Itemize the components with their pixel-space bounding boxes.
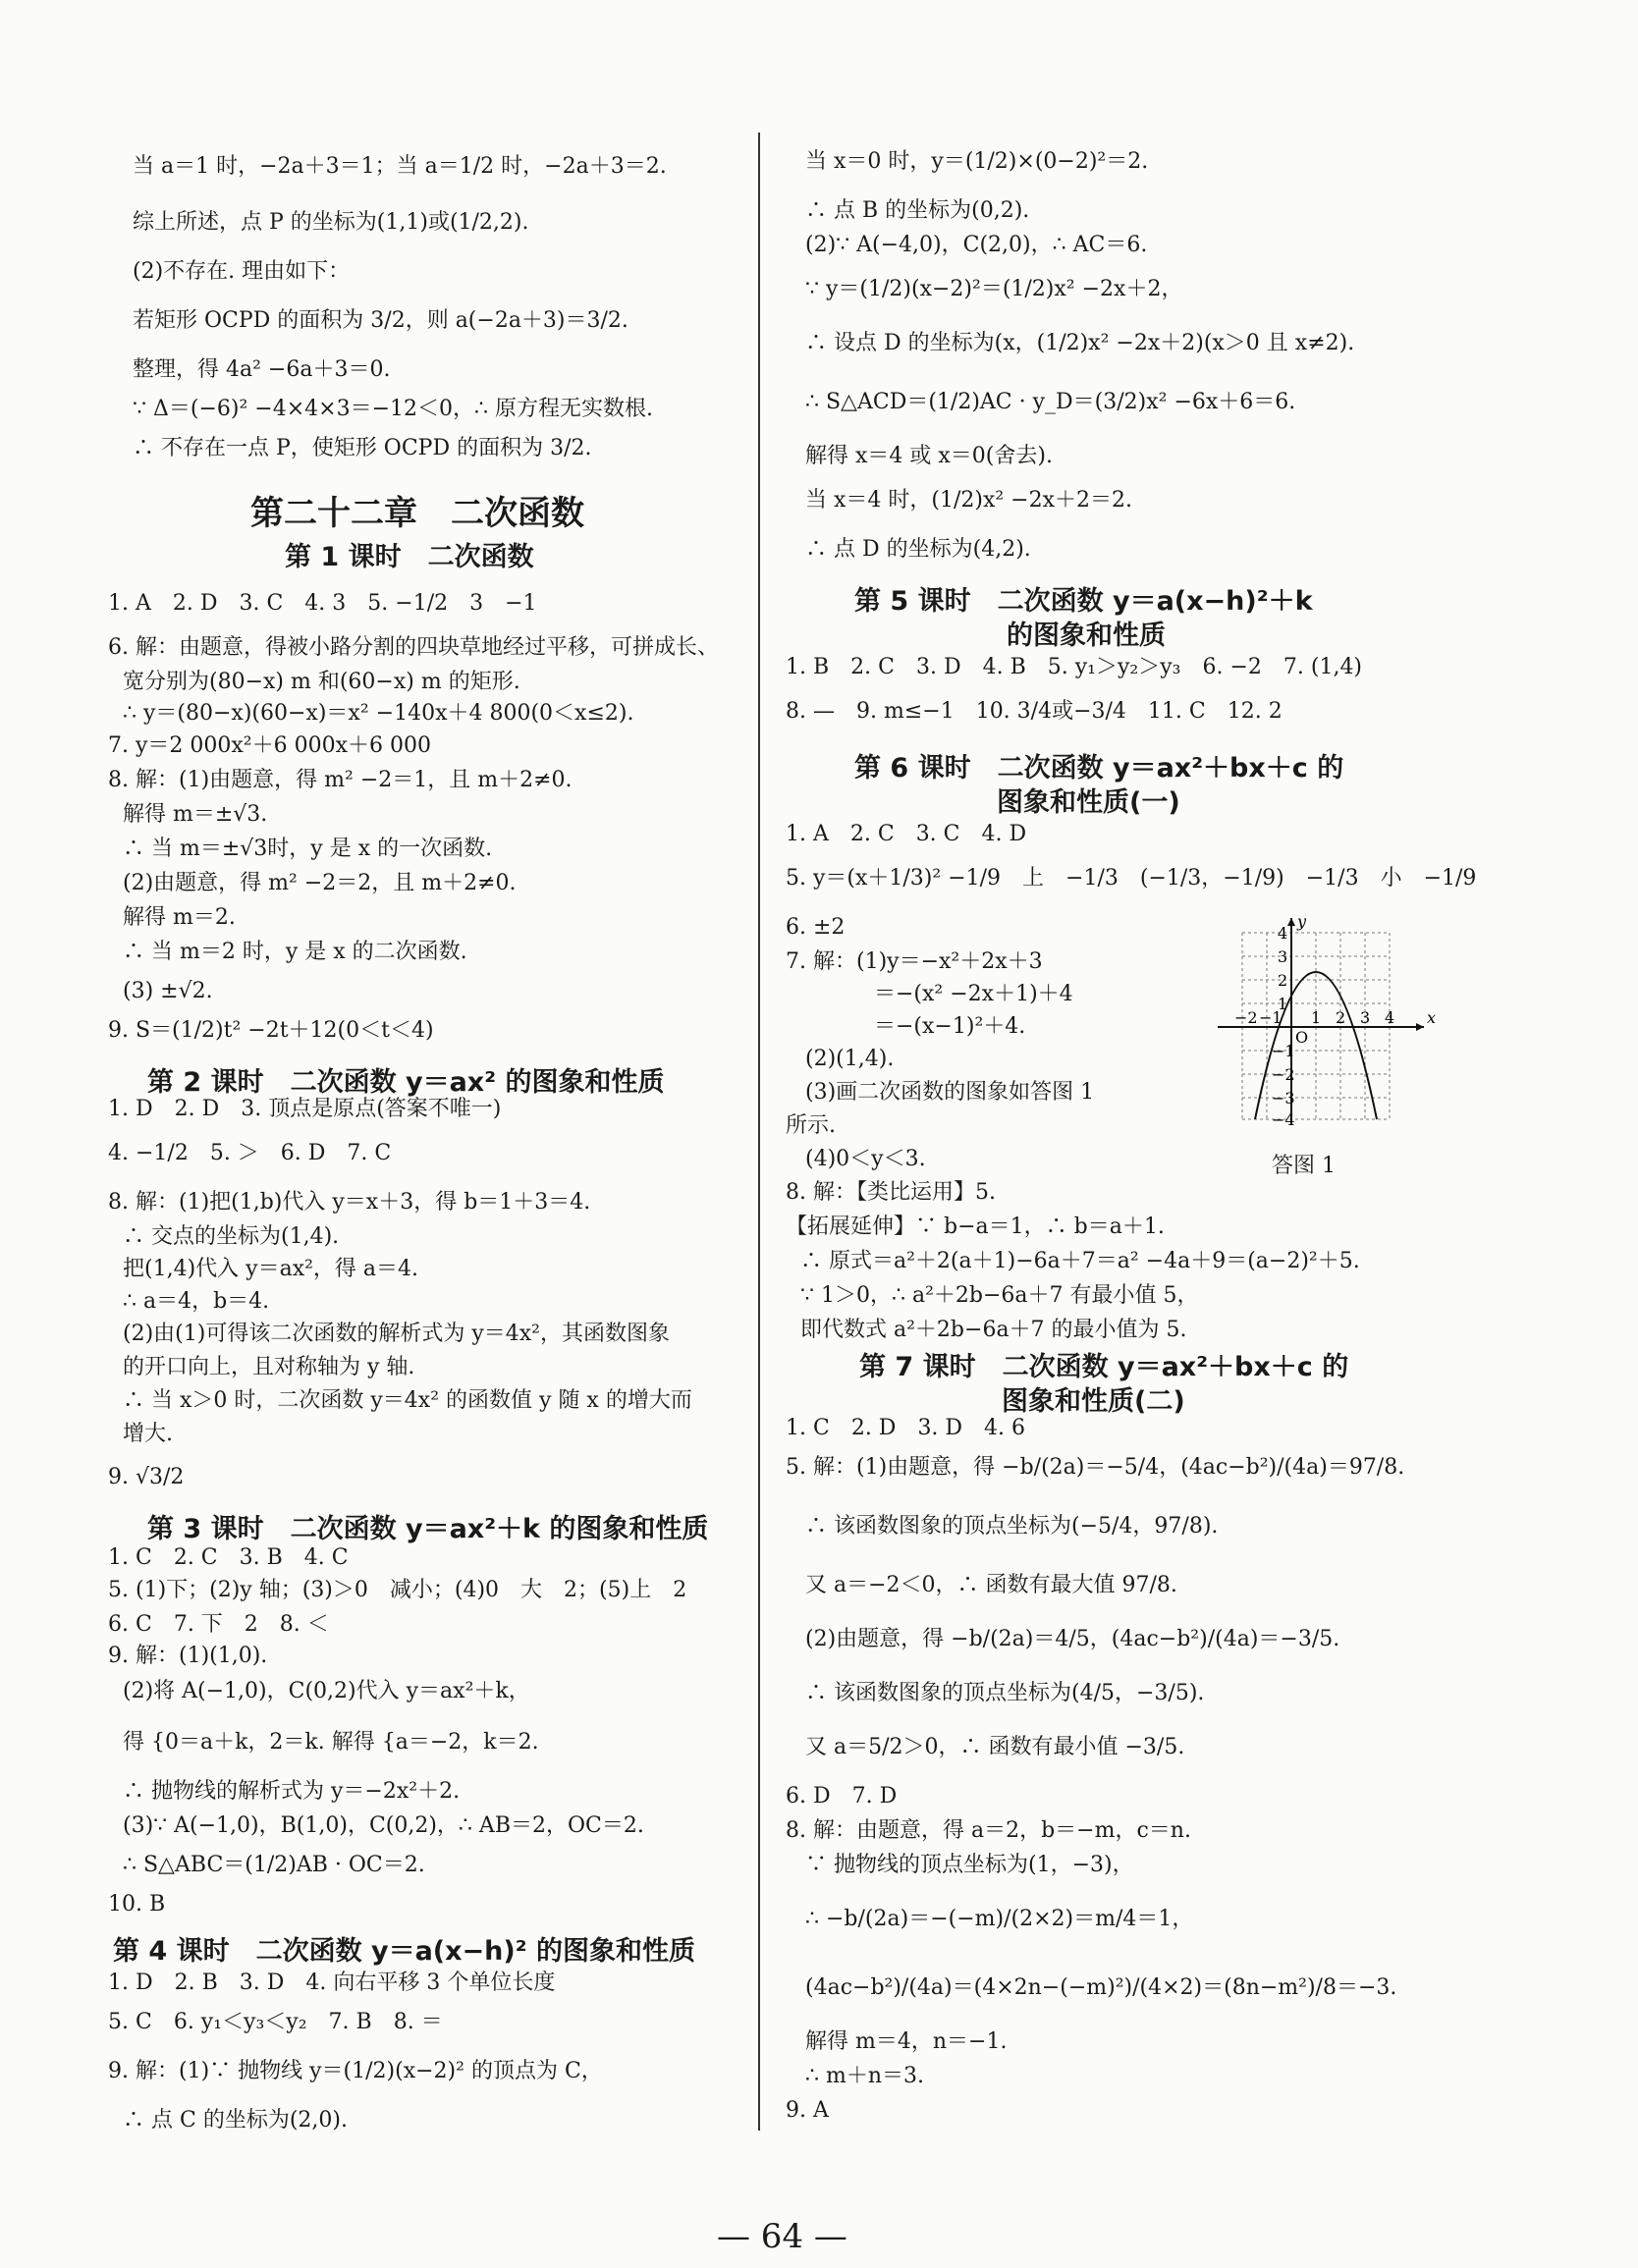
y-tick-label: 2	[1278, 971, 1288, 990]
text-line: ∴ 抛物线的解析式为 y＝−2x²＋2.	[123, 1779, 461, 1804]
text-line: 宽分别为(80−x) m 和(60−x) m 的矩形.	[123, 670, 520, 694]
text-line: 解得 m＝±√3.	[123, 802, 268, 827]
y-tick-label: 4	[1278, 924, 1288, 943]
column-divider	[758, 133, 760, 2131]
section-heading: 第 3 课时 二次函数 y＝ax²＋k 的图象和性质	[147, 1514, 709, 1544]
figure-caption: 答图 1	[1272, 1154, 1336, 1178]
text-line: 5. C 6. y₁＜y₃＜y₂ 7. B 8. ＝	[108, 2010, 443, 2034]
text-line: 9. √3/2	[108, 1465, 185, 1489]
x-axis-arrow-icon	[1416, 1023, 1424, 1031]
section-heading: 的图象和性质	[1007, 621, 1166, 651]
x-tick-label: 3	[1360, 1008, 1371, 1027]
text-line: ∵ Δ＝(−6)² −4×4×3＝−12＜0，∴ 原方程无实数根.	[133, 397, 653, 421]
section-heading: 第 1 课时 二次函数	[285, 542, 534, 572]
text-line: 得 {0＝a＋k，2＝k. 解得 {a＝−2，k＝2.	[123, 1730, 539, 1755]
text-line: 9. 解：(1)∵ 抛物线 y＝(1/2)(x−2)² 的顶点为 C，	[108, 2059, 603, 2083]
text-line: 1. C 2. D 3. D 4. 6	[786, 1416, 1026, 1440]
text-line: 9. 解：(1)(1,0).	[108, 1644, 268, 1668]
x-axis-label: x	[1427, 1008, 1437, 1027]
text-line: ∴ 点 C 的坐标为(2,0).	[123, 2108, 348, 2133]
text-line: (3)画二次函数的图象如答图 1	[805, 1080, 1095, 1105]
text-line: 1. B 2. C 3. D 4. B 5. y₁＞y₂＞y₃ 6. −2 7. (1,4)	[786, 655, 1363, 679]
y-axis-label: y	[1297, 913, 1307, 931]
y-axis-arrow-icon	[1287, 918, 1295, 926]
text-line: ∴ 点 B 的坐标为(0,2).	[805, 198, 1030, 223]
y-tick-label: −2	[1272, 1065, 1295, 1084]
text-line: ∴ S△ACD＝(1/2)AC · y_D＝(3/2)x² −6x＋6＝6.	[805, 390, 1296, 414]
x-tick-label: −1	[1259, 1008, 1283, 1027]
text-line: 5. 解：(1)由题意，得 −b/(2a)＝−5/4，(4ac−b²)/(4a)＝97/8.	[786, 1455, 1405, 1480]
text-line: (4)0＜y＜3.	[805, 1147, 926, 1171]
text-line: 所示.	[786, 1113, 836, 1138]
x-tick-label: 2	[1336, 1008, 1346, 1027]
y-tick-label: −3	[1272, 1089, 1295, 1107]
text-line: 当 x＝0 时，y＝(1/2)×(0−2)²＝2.	[805, 149, 1149, 174]
text-line: 解得 m＝2.	[123, 905, 236, 930]
text-line: ∵ 抛物线的顶点坐标为(1，−3)，	[805, 1853, 1134, 1877]
section-heading: 第 6 课时 二次函数 y＝ax²＋bx＋c 的	[854, 753, 1344, 783]
text-line: 【拓展延伸】∵ b−a＝1，∴ b＝a＋1.	[786, 1215, 1165, 1239]
text-line: (3)∵ A(−1,0)，B(1,0)，C(0,2)，∴ AB＝2，OC＝2.	[123, 1813, 644, 1838]
text-line: 综上所述，点 P 的坐标为(1,1)或(1/2,2).	[133, 210, 529, 235]
text-line: 9. A	[786, 2098, 829, 2123]
section-heading: 第 4 课时 二次函数 y＝a(x−h)² 的图象和性质	[113, 1936, 695, 1967]
text-line: 6. D 7. D	[786, 1784, 898, 1809]
text-line: 5. y＝(x＋1/3)² −1/9 上 −1/3 (−1/3，−1/9) −1/3 小 −1/9	[786, 866, 1477, 891]
text-line: ∴ 交点的坐标为(1,4).	[123, 1224, 340, 1249]
text-line: ∴ 当 m＝2 时，y 是 x 的二次函数.	[123, 940, 467, 964]
text-line: ∴ y＝(80−x)(60−x)＝x² −140x＋4 800(0＜x≤2).	[123, 701, 634, 726]
text-line: ∴ 当 m＝±√3时，y 是 x 的一次函数.	[123, 837, 493, 861]
text-line: 又 a＝−2＜0，∴ 函数有最大值 97/8.	[805, 1573, 1177, 1597]
text-line: 8. 解：(1)由题意，得 m² −2＝1，且 m＋2≠0.	[108, 768, 573, 792]
text-line: ∴ 当 x＞0 时，二次函数 y＝4x² 的函数值 y 随 x 的增大而	[123, 1388, 692, 1413]
text-line: 解得 m＝4，n＝−1.	[805, 2029, 1008, 2054]
text-line: ∴ a＝4，b＝4.	[123, 1289, 270, 1314]
text-line: ∴ 不存在一点 P，使矩形 OCPD 的面积为 3/2.	[133, 436, 592, 460]
text-line: 7. 解：(1)y＝−x²＋2x＋3	[786, 949, 1043, 974]
text-line: (2)(1,4).	[805, 1047, 895, 1071]
text-line: 1. C 2. C 3. B 4. C	[108, 1545, 349, 1570]
y-tick-label: −4	[1272, 1110, 1295, 1129]
text-line: 增大.	[123, 1422, 173, 1446]
text-line: (3) ±√2.	[123, 979, 213, 1003]
text-line: ∴ m＋n＝3.	[805, 2064, 925, 2088]
text-line: 8. 解：由题意，得 a＝2，b＝−m，c＝n.	[786, 1818, 1191, 1843]
text-line: 8. 解：(1)把(1,b)代入 y＝x＋3，得 b＝1＋3＝4.	[108, 1190, 591, 1215]
text-line: 5. (1)下；(2)y 轴；(3)＞0 减小；(4)0 大 2；(5)上 2	[108, 1578, 687, 1602]
text-line: 1. D 2. D 3. 顶点是原点(答案不唯一)	[108, 1097, 502, 1121]
text-line: 即代数式 a²＋2b−6a＋7 的最小值为 5.	[800, 1318, 1187, 1342]
x-tick-label: 1	[1311, 1008, 1322, 1027]
x-tick-label: −2	[1234, 1008, 1258, 1027]
text-line: ∴ −b/(2a)＝−(−m)/(2×2)＝m/4＝1，	[805, 1907, 1194, 1931]
text-line: 6. C 7. 下 2 8. ＜	[108, 1612, 329, 1637]
text-line: (2)不存在. 理由如下：	[133, 259, 351, 284]
text-line: 1. A 2. C 3. C 4. D	[786, 822, 1027, 846]
text-line: ∴ 点 D 的坐标为(4,2).	[805, 537, 1031, 562]
text-line: ∴ 该函数图象的顶点坐标为(−5/4，97/8).	[805, 1514, 1219, 1539]
text-line: ∴ 原式＝a²＋2(a＋1)−6a＋7＝a² −4a＋9＝(a−2)²＋5.	[800, 1249, 1360, 1273]
text-line: 10. B	[108, 1892, 166, 1917]
text-line: ∴ 该函数图象的顶点坐标为(4/5，−3/5).	[805, 1681, 1205, 1705]
text-line: (2)由(1)可得该二次函数的解析式为 y＝4x²，其函数图象	[123, 1322, 670, 1346]
section-heading: 第 2 课时 二次函数 y＝ax² 的图象和性质	[147, 1067, 665, 1098]
section-heading: 第 5 课时 二次函数 y＝a(x−h)²＋k	[854, 586, 1313, 617]
text-line: 又 a＝5/2＞0，∴ 函数有最小值 −3/5.	[805, 1735, 1185, 1759]
text-line: 8. 解：【类比运用】5.	[786, 1180, 996, 1205]
section-heading: 第 7 课时 二次函数 y＝ax²＋bx＋c 的	[859, 1352, 1349, 1382]
text-line: ∴ 设点 D 的坐标为(x，(1/2)x² −2x＋2)(x＞0 且 x≠2).	[805, 331, 1355, 355]
text-line: 的开口向上，且对称轴为 y 轴.	[123, 1355, 415, 1379]
text-line: (2)将 A(−1,0)，C(0,2)代入 y＝ax²＋k，	[123, 1679, 530, 1703]
y-tick-label: −1	[1272, 1042, 1295, 1060]
text-line: 1. D 2. B 3. D 4. 向右平移 3 个单位长度	[108, 1971, 556, 1995]
text-line: ∴ S△ABC＝(1/2)AB · OC＝2.	[123, 1853, 425, 1877]
text-line: 6. ±2	[786, 915, 846, 940]
text-line: (2)由题意，得 −b/(2a)＝4/5，(4ac−b²)/(4a)＝−3/5.	[805, 1627, 1340, 1651]
y-tick-label: 1	[1278, 995, 1288, 1013]
y-tick-label: 3	[1278, 947, 1288, 966]
text-line: 4. −1/2 5. ＞ 6. D 7. C	[108, 1141, 392, 1165]
section-heading: 图象和性质(一)	[997, 787, 1180, 818]
page-number: — 64 —	[717, 2217, 847, 2256]
text-line: 若矩形 OCPD 的面积为 3/2，则 a(−2a＋3)＝3/2.	[133, 308, 628, 333]
text-line: 7. y＝2 000x²＋6 000x＋6 000	[108, 733, 431, 758]
text-line: 当 a＝1 时，−2a＋3＝1；当 a＝1/2 时，−2a＋3＝2.	[133, 154, 667, 179]
text-line: 把(1,4)代入 y＝ax²，得 a＝4.	[123, 1257, 419, 1281]
text-line: 整理，得 4a² −6a＋3＝0.	[133, 357, 391, 382]
text-line: ＝−(x−1)²＋4.	[874, 1014, 1026, 1039]
text-line: 当 x＝4 时，(1/2)x² −2x＋2＝2.	[805, 488, 1133, 513]
text-line: (4ac−b²)/(4a)＝(4×2n−(−m)²)/(4×2)＝(8n−m²)/8＝−3.	[805, 1975, 1397, 2000]
text-line: 8. — 9. m≤−1 10. 3/4或−3/4 11. C 12. 2	[786, 699, 1283, 724]
text-line: (2)∵ A(−4,0)，C(2,0)，∴ AC＝6.	[805, 233, 1148, 257]
x-tick-label: 4	[1385, 1008, 1395, 1027]
section-heading: 第二十二章 二次函数	[250, 494, 584, 533]
origin-label: O	[1295, 1028, 1309, 1047]
text-line: 6. 解：由题意，得被小路分割的四块草地经过平移，可拼成长、	[108, 635, 719, 660]
section-heading: 图象和性质(二)	[1002, 1386, 1185, 1417]
text-line: 9. S＝(1/2)t² −2t＋12(0＜t＜4)	[108, 1018, 434, 1043]
text-line: ∵ y＝(1/2)(x−2)²＝(1/2)x² −2x＋2，	[805, 277, 1183, 301]
text-line: ∵ 1＞0，∴ a²＋2b−6a＋7 有最小值 5，	[800, 1283, 1199, 1308]
text-line: 解得 x＝4 或 x＝0(舍去).	[805, 444, 1053, 468]
text-line: 1. A 2. D 3. C 4. 3 5. −1/2 3 −1	[108, 591, 537, 616]
parabola-figure	[1213, 913, 1439, 1129]
text-line: ＝−(x² −2x＋1)＋4	[874, 982, 1073, 1006]
text-line: (2)由题意，得 m² −2＝2，且 m＋2≠0.	[123, 871, 517, 895]
